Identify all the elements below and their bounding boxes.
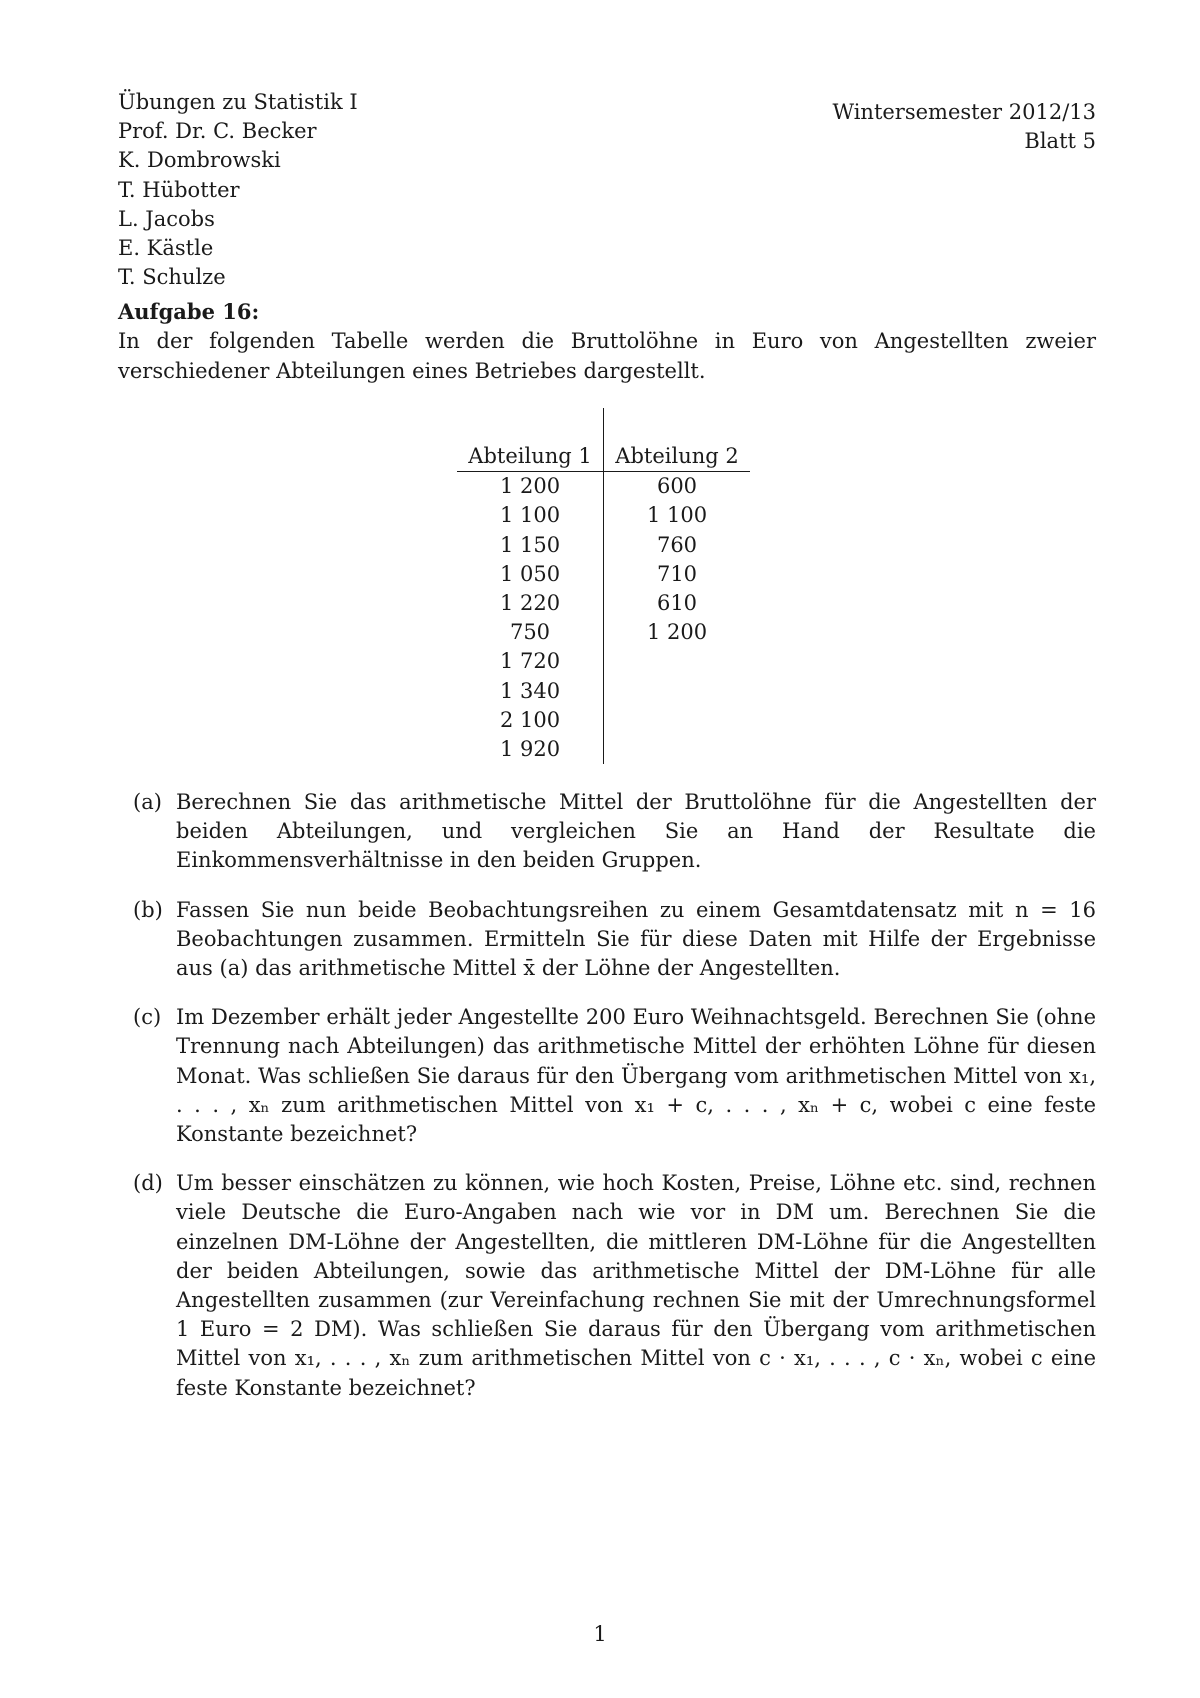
table-row	[457, 706, 750, 735]
task-intro: In der folgenden Tabelle werden die Bruttolöhne in Euro von Angestellten zweier verschiedener Abteilungen eines Betriebes dargestellt.	[118, 329, 1096, 383]
subtask-b	[118, 896, 1096, 984]
subtask-label: (b)	[133, 897, 163, 922]
page-number: 1	[593, 1622, 607, 1646]
author-line: E. Kästle	[118, 236, 214, 261]
table-row	[457, 735, 750, 764]
table-row	[457, 677, 750, 706]
table-cell: 1 100	[646, 503, 708, 528]
table-cell: 2 100	[457, 706, 604, 735]
author-line: K. Dombrowski	[118, 148, 281, 173]
author-line: T. Schulze	[118, 265, 226, 290]
subtask-label: (d)	[133, 1171, 163, 1196]
table-cell	[604, 647, 751, 676]
table-cell: 1 340	[457, 677, 604, 706]
table-cell	[604, 706, 751, 735]
table-cell: 600	[656, 474, 698, 499]
author-line: L. Jacobs	[118, 206, 215, 231]
subtask-text: Berechnen Sie das arithmetische Mittel der Bruttolöhne für die Angestellten der beiden Abteilungen, und vergleichen Sie an Hand der Resultate die Einkommensverhältnisse in den beiden Gruppen.	[176, 790, 1096, 873]
semester-info	[832, 98, 1096, 156]
course-title: Übungen zu Statistik I	[118, 90, 358, 114]
table-cell: 1 200	[646, 620, 708, 645]
subtask-c	[118, 1003, 1096, 1149]
author-line: T. Hübotter	[118, 177, 240, 202]
subtask-text: Um besser einschätzen zu können, wie hoch Kosten, Preise, Löhne etc. sind, rechnen viele Deutsche die Euro-Angaben nach wie vor in DM um. Berechnen Sie die einzelnen DM-Löhne der Angestellten, die mittleren DM-Löhne für die Angestellten der beiden Abteilungen, sowie das arithmetische Mittel der DM-Löhne für alle Angestellten zusammen (zur Vereinfachung rechnen Sie mit der Umrechnungsformel 1 Euro = 2 DM). Was schließen Sie daraus für den Übergang vom arithmetischen Mittel von x₁, . . . , xₙ zum arithmetischen Mittel von c · x₁, . . . , c · xₙ, wobei c eine feste Konstante bezeichnet?	[176, 1171, 1096, 1400]
sheet-label: Blatt 5	[1024, 129, 1096, 153]
table-spacer-row	[457, 408, 750, 442]
table-cell: 1 200	[457, 472, 604, 502]
author-line: Prof. Dr. C. Becker	[118, 119, 317, 144]
task-title: Aufgabe 16:	[118, 299, 260, 324]
semester-label: Wintersemester 2012/13	[832, 100, 1096, 124]
table-cell: 1 720	[457, 647, 604, 676]
table-cell: 1 100	[457, 501, 604, 530]
wage-table	[457, 408, 750, 764]
subtask-text: Im Dezember erhält jeder Angestellte 200 Euro Weihnachtsgeld. Berechnen Sie (ohne Trennung nach Abteilungen) das arithmetische Mittel der erhöhten Löhne für diesen Monat. Was schließen Sie daraus für den Übergang vom arithmetischen Mittel von x₁, . . . , xₙ zum arithmetischen Mittel von x₁ + c, . . . , xₙ + c, wobei c eine feste Konstante bezeichnet?	[176, 1005, 1096, 1147]
table-row	[457, 560, 750, 589]
table-cell	[604, 735, 751, 764]
subtask-label: (c)	[133, 1005, 162, 1030]
table-row	[457, 647, 750, 676]
table-cell: 1 150	[457, 531, 604, 560]
table-cell: 1 920	[457, 735, 604, 764]
subtask-list	[118, 788, 1096, 1423]
table-cell: 1 220	[457, 589, 604, 618]
table-cell	[604, 677, 751, 706]
table-cell: 710	[656, 561, 698, 586]
subtask-d	[118, 1169, 1096, 1403]
subtask-label: (a)	[133, 790, 162, 814]
table-cell: 750	[457, 618, 604, 647]
table-row	[457, 531, 750, 560]
column-header-abteilung-1: Abteilung 1	[457, 442, 604, 472]
course-and-authors	[118, 88, 358, 292]
table-cell: 610	[656, 591, 698, 616]
table-row	[457, 472, 750, 502]
table-row	[457, 589, 750, 618]
table-row	[457, 618, 750, 647]
table-cell: 760	[656, 532, 698, 557]
subtask-a	[118, 788, 1096, 876]
column-header-abteilung-2: Abteilung 2	[604, 442, 751, 472]
subtask-text: Fassen Sie nun beide Beobachtungsreihen zu einem Gesamtdatensatz mit n = 16 Beobachtungen zusammen. Ermitteln Sie für diese Daten mit Hilfe der Ergebnisse aus (a) das arithmetische Mittel x̄ der Löhne der Angestellten.	[176, 897, 1096, 981]
table-header-row	[457, 442, 750, 472]
table-cell: 1 050	[457, 560, 604, 589]
table-row	[457, 501, 750, 530]
